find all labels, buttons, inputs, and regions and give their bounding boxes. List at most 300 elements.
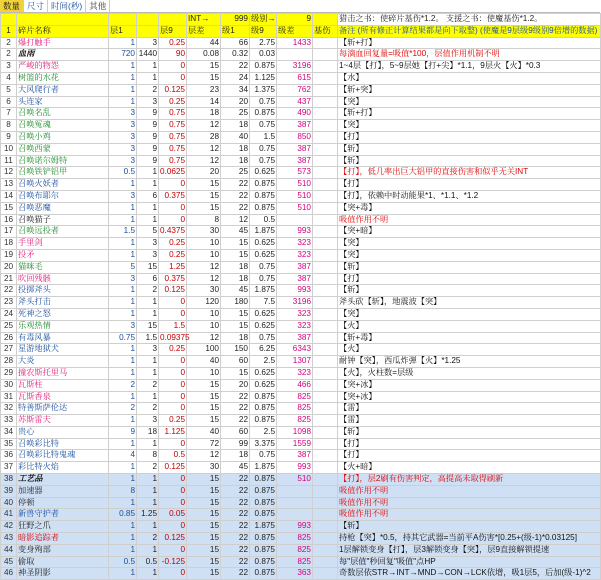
layer-diff-value[interactable]: 0 [159, 308, 187, 320]
table-row[interactable] [1, 120, 601, 132]
row-index[interactable]: 16 [1, 214, 17, 226]
level1-value[interactable]: 44 [187, 37, 221, 49]
level1-value[interactable]: 10 [187, 238, 221, 250]
blank-cell[interactable] [313, 403, 338, 415]
row-index[interactable]: 11 [1, 155, 17, 167]
layer1-value[interactable]: 3 [109, 143, 137, 155]
shard-name[interactable]: 狂野之爪 [17, 521, 109, 533]
level-diff-value[interactable]: 1.875 [250, 521, 277, 533]
note-text[interactable]: 【突+冰】 [338, 379, 601, 391]
blank-cell[interactable] [313, 367, 338, 379]
level9-value[interactable]: 15 [221, 249, 250, 261]
base-damage-value[interactable]: 850 [277, 131, 313, 143]
layer9-value[interactable]: 3 [137, 344, 159, 356]
table-row[interactable] [1, 367, 601, 379]
row-index[interactable]: 20 [1, 261, 17, 273]
base-damage-value[interactable]: 323 [277, 308, 313, 320]
layer1-value[interactable]: 1 [109, 61, 137, 73]
row-index[interactable]: 28 [1, 356, 17, 368]
level-diff-value[interactable]: 0.875 [250, 179, 277, 191]
layer9-value[interactable]: 9 [137, 131, 159, 143]
note-text[interactable]: 【火+暗】 [338, 462, 601, 474]
row-index[interactable]: 9 [1, 131, 17, 143]
level9-value[interactable]: 22 [221, 544, 250, 556]
table-row[interactable] [1, 379, 601, 391]
base-damage-value[interactable]: 387 [277, 332, 313, 344]
row-index[interactable]: 24 [1, 308, 17, 320]
level9-value[interactable]: 25 [221, 167, 250, 179]
blank-cell[interactable] [313, 238, 338, 250]
level1-value[interactable]: 15 [187, 556, 221, 568]
level1-value[interactable]: 28 [187, 131, 221, 143]
layer9-value[interactable]: 6 [137, 273, 159, 285]
table-row[interactable] [1, 84, 601, 96]
level1-value[interactable]: 12 [187, 155, 221, 167]
shard-name[interactable]: 有毒风暴 [17, 332, 109, 344]
row-index[interactable]: 29 [1, 367, 17, 379]
level1-value[interactable]: 15 [187, 509, 221, 521]
blank-cell[interactable] [313, 61, 338, 73]
blank-cell[interactable] [313, 438, 338, 450]
level9-value[interactable]: 60 [221, 356, 250, 368]
blank-cell[interactable] [313, 84, 338, 96]
layer-diff-value[interactable]: 0 [159, 403, 187, 415]
layer9-value[interactable]: 1 [137, 297, 159, 309]
base-damage-value[interactable] [277, 214, 313, 226]
table-row[interactable] [1, 61, 601, 73]
layer9-value[interactable]: 1 [137, 568, 159, 580]
layer9-value[interactable]: 1 [137, 391, 159, 403]
base-damage-value[interactable]: 993 [277, 462, 313, 474]
level9-value[interactable]: 18 [221, 450, 250, 462]
level9-value[interactable]: 22 [221, 61, 250, 73]
note-text[interactable]: 斧头砍【斩】，地震波【突】 [338, 297, 601, 309]
blank-cell[interactable] [313, 485, 338, 497]
level1-value[interactable]: 12 [187, 273, 221, 285]
row-index[interactable]: 33 [1, 415, 17, 427]
base-damage-value[interactable]: 510 [277, 202, 313, 214]
table-row[interactable] [1, 131, 601, 143]
table-row[interactable] [1, 521, 601, 533]
blank-cell[interactable] [313, 426, 338, 438]
level9-value[interactable]: 18 [221, 332, 250, 344]
layer9-value[interactable]: 1 [137, 72, 159, 84]
layer9-value[interactable]: 3 [137, 249, 159, 261]
blank-cell[interactable] [313, 261, 338, 273]
layer1-value[interactable]: 1 [109, 544, 137, 556]
blank-cell[interactable] [313, 273, 338, 285]
layer-diff-value[interactable]: 0.75 [159, 120, 187, 132]
shard-name[interactable]: 投矛 [17, 249, 109, 261]
row-index[interactable]: 26 [1, 332, 17, 344]
table-row[interactable] [1, 273, 601, 285]
level9-value[interactable]: 22 [221, 403, 250, 415]
base-damage-value[interactable]: 387 [277, 273, 313, 285]
layer9-value[interactable]: 1.25 [137, 509, 159, 521]
note-text[interactable]: 【斩+突】 [338, 84, 601, 96]
level1-value[interactable]: 23 [187, 84, 221, 96]
level9-value[interactable]: 22 [221, 485, 250, 497]
table-row[interactable] [1, 249, 601, 261]
shard-name[interactable]: 大风爬行者 [17, 84, 109, 96]
row-index[interactable]: 12 [1, 167, 17, 179]
layer1-value[interactable]: 1 [109, 521, 137, 533]
level-diff-value[interactable]: 0.875 [250, 403, 277, 415]
base-damage-value[interactable]: 387 [277, 155, 313, 167]
layer1-value[interactable]: 1 [109, 462, 137, 474]
layer1-value[interactable]: 9 [109, 426, 137, 438]
blank-cell[interactable] [313, 155, 338, 167]
layer9-value[interactable]: 1 [137, 61, 159, 73]
level1-value[interactable]: 18 [187, 108, 221, 120]
level1-value[interactable]: 10 [187, 249, 221, 261]
level1-value[interactable]: 12 [187, 120, 221, 132]
layer9-value[interactable]: 8 [137, 450, 159, 462]
shard-name[interactable]: 召唤彩比特鬼魂 [17, 450, 109, 462]
shard-name[interactable]: 特善斯萨伦达 [17, 403, 109, 415]
level-diff-value[interactable]: 0.75 [250, 332, 277, 344]
layer9-value[interactable]: 2 [137, 84, 159, 96]
layer1-value[interactable]: 1 [109, 344, 137, 356]
note-text[interactable]: 耐钟【突】，西瓜炸弹【火】*1.25 [338, 356, 601, 368]
level-diff-value[interactable]: 2.75 [250, 37, 277, 49]
layer-diff-value[interactable]: 0.09375 [159, 332, 187, 344]
level9-value[interactable]: 22 [221, 202, 250, 214]
shard-name[interactable]: 变身殉部 [17, 544, 109, 556]
shard-name[interactable]: 大炎 [17, 356, 109, 368]
table-row[interactable] [1, 308, 601, 320]
level-diff-value[interactable]: 0.875 [250, 61, 277, 73]
layer9-value[interactable]: 1 [137, 308, 159, 320]
row-index[interactable]: 36 [1, 450, 17, 462]
base-damage-value[interactable] [277, 497, 313, 509]
level9-value[interactable]: 15 [221, 308, 250, 320]
level-diff-value[interactable]: 0.875 [250, 568, 277, 580]
layer9-value[interactable]: 1 [137, 214, 159, 226]
row-index[interactable]: 40 [1, 497, 17, 509]
level9-value[interactable]: 40 [221, 131, 250, 143]
base-damage-value[interactable]: 825 [277, 415, 313, 427]
level-diff-value[interactable]: 0.75 [250, 143, 277, 155]
table-row[interactable] [1, 556, 601, 568]
level1-value[interactable]: 12 [187, 261, 221, 273]
level9-value[interactable]: 20 [221, 96, 250, 108]
row-index[interactable]: 3 [1, 61, 17, 73]
base-damage-value[interactable] [277, 49, 313, 61]
level9-value[interactable]: 12 [221, 214, 250, 226]
blank-cell[interactable] [313, 285, 338, 297]
tab-quantity[interactable]: 数量 [0, 0, 24, 12]
layer9-value[interactable]: 1 [137, 544, 159, 556]
shard-name[interactable]: 召唤铁铲铝甲 [17, 167, 109, 179]
row-index[interactable]: 21 [1, 273, 17, 285]
level-diff-value[interactable]: 0.875 [250, 391, 277, 403]
layer-diff-value[interactable]: 0 [159, 297, 187, 309]
note-text[interactable]: 【突+毒】 [338, 202, 601, 214]
level-diff-value[interactable]: 0.5 [250, 214, 277, 226]
table-row[interactable] [1, 320, 601, 332]
table-row[interactable] [1, 426, 601, 438]
blank-cell[interactable] [313, 332, 338, 344]
base-damage-value[interactable]: 323 [277, 249, 313, 261]
blank-cell[interactable] [313, 49, 338, 61]
layer9-value[interactable]: 1 [137, 367, 159, 379]
level1-value[interactable]: 14 [187, 96, 221, 108]
note-text[interactable]: 【斩+毒】 [338, 332, 601, 344]
layer-diff-value[interactable]: 0 [159, 61, 187, 73]
base-damage-value[interactable]: 3196 [277, 61, 313, 73]
layer1-value[interactable]: 1 [109, 415, 137, 427]
layer9-value[interactable]: 18 [137, 426, 159, 438]
layer9-value[interactable]: 1 [137, 356, 159, 368]
level9-value[interactable]: 22 [221, 568, 250, 580]
level-diff-value[interactable]: 2.5 [250, 426, 277, 438]
layer9-value[interactable]: 0.5 [137, 556, 159, 568]
shard-name[interactable]: 神圣阴影 [17, 568, 109, 580]
layer1-value[interactable]: 1.5 [109, 226, 137, 238]
base-damage-value[interactable]: 387 [277, 450, 313, 462]
blank-cell[interactable] [313, 308, 338, 320]
layer9-value[interactable]: 15 [137, 261, 159, 273]
note-text[interactable]: 【雷】 [338, 403, 601, 415]
level-diff-value[interactable]: 0.625 [250, 249, 277, 261]
base-damage-value[interactable]: 1433 [277, 37, 313, 49]
layer-diff-value[interactable]: 0.25 [159, 96, 187, 108]
blank-cell[interactable] [313, 249, 338, 261]
layer9-value[interactable]: 2 [137, 462, 159, 474]
shard-name[interactable]: 加速器 [17, 485, 109, 497]
layer-diff-value[interactable]: 0 [159, 356, 187, 368]
layer1-value[interactable]: 1 [109, 84, 137, 96]
shard-name[interactable]: 树篮的水花 [17, 72, 109, 84]
layer9-value[interactable]: 15 [137, 320, 159, 332]
base-damage-value[interactable]: 573 [277, 167, 313, 179]
level9-value[interactable]: 150 [221, 344, 250, 356]
level9-value[interactable]: 0.32 [221, 49, 250, 61]
shard-name[interactable]: 吹回残骸 [17, 273, 109, 285]
shard-name[interactable]: 召唤诺尔姆特 [17, 155, 109, 167]
blank-cell[interactable] [313, 379, 338, 391]
layer1-value[interactable]: 1 [109, 391, 137, 403]
layer-diff-value[interactable]: 0.25 [159, 415, 187, 427]
note-text[interactable]: 【突+暗】 [338, 226, 601, 238]
row-index[interactable]: 46 [1, 568, 17, 580]
blank-cell[interactable] [313, 202, 338, 214]
base-damage-value[interactable]: 6343 [277, 344, 313, 356]
note-text[interactable]: 【火】 [338, 320, 601, 332]
level1-value[interactable]: 15 [187, 521, 221, 533]
layer-diff-value[interactable]: 0 [159, 474, 187, 486]
base-damage-value[interactable]: 363 [277, 568, 313, 580]
level1-value[interactable]: 30 [187, 226, 221, 238]
row-index[interactable]: 41 [1, 509, 17, 521]
layer1-value[interactable]: 0.75 [109, 332, 137, 344]
shard-name[interactable]: 召唤小鸡 [17, 131, 109, 143]
level-diff-value[interactable]: 0.75 [250, 450, 277, 462]
level9-value[interactable]: 45 [221, 285, 250, 297]
level9-value[interactable]: 22 [221, 521, 250, 533]
level9-value[interactable]: 15 [221, 367, 250, 379]
note-text[interactable]: 【打】，低几率出巨大铝甲的直接伤害和似乎无关INT [338, 167, 601, 179]
blank-cell[interactable] [313, 214, 338, 226]
layer-diff-value[interactable]: 0.125 [159, 462, 187, 474]
level9-value[interactable]: 22 [221, 415, 250, 427]
shard-name[interactable]: 召唤冤魂 [17, 120, 109, 132]
table-row[interactable] [1, 261, 601, 273]
note-text[interactable]: 【斩】 [338, 285, 601, 297]
layer9-value[interactable]: 6 [137, 190, 159, 202]
note-text[interactable]: 【水】 [338, 72, 601, 84]
table-row[interactable] [1, 391, 601, 403]
table-row[interactable] [1, 167, 601, 179]
layer-diff-value[interactable]: 0 [159, 179, 187, 191]
base-damage-value[interactable]: 510 [277, 474, 313, 486]
table-row[interactable] [1, 49, 601, 61]
layer-diff-value[interactable]: 0.75 [159, 143, 187, 155]
note-text[interactable]: 【突+冰】 [338, 391, 601, 403]
table-row[interactable] [1, 190, 601, 202]
level1-value[interactable]: 72 [187, 438, 221, 450]
note-text[interactable]: 【斩】 [338, 155, 601, 167]
tab-other[interactable]: 其他 [86, 0, 110, 12]
level9-value[interactable]: 22 [221, 556, 250, 568]
note-text[interactable]: 【火】，火柱数=层级 [338, 367, 601, 379]
level-diff-value[interactable]: 1.875 [250, 285, 277, 297]
layer1-value[interactable]: 1 [109, 285, 137, 297]
blank-cell[interactable] [313, 108, 338, 120]
layer9-value[interactable]: 9 [137, 120, 159, 132]
shard-name[interactable]: 瓦斯香泉 [17, 391, 109, 403]
shard-name[interactable]: 手里剑 [17, 238, 109, 250]
level9-value[interactable]: 22 [221, 533, 250, 545]
base-damage-value[interactable]: 387 [277, 261, 313, 273]
layer-diff-value[interactable]: 0 [159, 379, 187, 391]
shard-name[interactable]: 瓦斯柱 [17, 379, 109, 391]
layer9-value[interactable]: 1 [137, 497, 159, 509]
level9-value[interactable]: 22 [221, 474, 250, 486]
layer-diff-value[interactable]: 0.125 [159, 84, 187, 96]
layer9-value[interactable]: 1 [137, 521, 159, 533]
note-text[interactable]: 【突】 [338, 96, 601, 108]
shard-name[interactable]: 召唤恶魔 [17, 202, 109, 214]
note-text[interactable]: 【雷】 [338, 415, 601, 427]
level9-value[interactable]: 99 [221, 438, 250, 450]
blank-cell[interactable] [313, 320, 338, 332]
note-text[interactable]: 【打】，依赖中时动能果*1、*1.1、*1.2 [338, 190, 601, 202]
level-diff-value[interactable]: 0.75 [250, 261, 277, 273]
table-row[interactable] [1, 485, 601, 497]
level-diff-value[interactable]: 6.25 [250, 344, 277, 356]
note-text[interactable]: 【打】 [338, 450, 601, 462]
level-diff-value[interactable]: 3.375 [250, 438, 277, 450]
layer1-value[interactable]: 4 [109, 450, 137, 462]
level-diff-value[interactable]: 1.375 [250, 84, 277, 96]
layer1-value[interactable]: 1 [109, 356, 137, 368]
layer-diff-value[interactable]: 0 [159, 544, 187, 556]
level1-value[interactable]: 15 [187, 403, 221, 415]
layer9-value[interactable]: 9 [137, 143, 159, 155]
base-damage-value[interactable]: 490 [277, 108, 313, 120]
row-index[interactable]: 27 [1, 344, 17, 356]
layer1-value[interactable]: 3 [109, 273, 137, 285]
table-row[interactable] [1, 72, 601, 84]
level9-value[interactable]: 66 [221, 37, 250, 49]
note-text[interactable]: 【突】 [338, 120, 601, 132]
level9-value[interactable]: 45 [221, 226, 250, 238]
shard-name[interactable]: 死神之怒 [17, 308, 109, 320]
row-index[interactable]: 32 [1, 403, 17, 415]
level1-value[interactable]: 15 [187, 190, 221, 202]
blank-cell[interactable] [313, 143, 338, 155]
layer-diff-value[interactable]: 0 [159, 72, 187, 84]
table-row[interactable] [1, 179, 601, 191]
layer9-value[interactable]: 1 [137, 485, 159, 497]
layer1-value[interactable]: 1 [109, 568, 137, 580]
row-index[interactable]: 45 [1, 556, 17, 568]
layer-diff-value[interactable]: 0.125 [159, 285, 187, 297]
layer-diff-value[interactable]: 1.125 [159, 426, 187, 438]
blank-cell[interactable] [313, 568, 338, 580]
note-text[interactable]: 【斩】 [338, 521, 601, 533]
table-row[interactable] [1, 533, 601, 545]
note-text[interactable]: 【突】 [338, 308, 601, 320]
note-text[interactable]: 【火】 [338, 344, 601, 356]
layer-diff-value[interactable]: 0.375 [159, 190, 187, 202]
layer1-value[interactable]: 1 [109, 238, 137, 250]
level9-value[interactable]: 24 [221, 72, 250, 84]
level1-value[interactable]: 40 [187, 426, 221, 438]
row-index[interactable]: 43 [1, 533, 17, 545]
shard-name[interactable]: 撞农斯托里马 [17, 367, 109, 379]
row-index[interactable]: 17 [1, 226, 17, 238]
shard-name[interactable]: 偷取 [17, 556, 109, 568]
level1-value[interactable]: 15 [187, 485, 221, 497]
layer-diff-value[interactable]: 1.25 [159, 261, 187, 273]
layer9-value[interactable]: 9 [137, 155, 159, 167]
level-diff-value[interactable]: 0.625 [250, 238, 277, 250]
layer1-value[interactable]: 1 [109, 474, 137, 486]
layer9-value[interactable]: 2 [137, 379, 159, 391]
layer-diff-value[interactable]: 0 [159, 521, 187, 533]
table-row[interactable] [1, 474, 601, 486]
shard-name[interactable]: 召唤火妖者 [17, 179, 109, 191]
table-row[interactable] [1, 403, 601, 415]
note-text[interactable]: 【打】，层2刷有伤害判定，高提高未取得刷新 [338, 474, 601, 486]
blank-cell[interactable] [313, 462, 338, 474]
note-text[interactable]: 【打】 [338, 131, 601, 143]
layer-diff-value[interactable]: 0.375 [159, 273, 187, 285]
layer-diff-value[interactable]: 0.75 [159, 155, 187, 167]
row-index[interactable]: 6 [1, 96, 17, 108]
layer-diff-value[interactable]: 0.75 [159, 108, 187, 120]
shard-name[interactable]: 猫咪毛 [17, 261, 109, 273]
shard-name[interactable]: 新兽守护者 [17, 509, 109, 521]
layer-diff-value[interactable]: 0 [159, 367, 187, 379]
layer1-value[interactable]: 1 [109, 297, 137, 309]
level9-value[interactable]: 20 [221, 379, 250, 391]
base-damage-value[interactable]: 825 [277, 544, 313, 556]
row-index[interactable]: 13 [1, 179, 17, 191]
level-diff-value[interactable]: 0.875 [250, 533, 277, 545]
level-diff-value[interactable]: 1.875 [250, 226, 277, 238]
layer9-value[interactable]: 2 [137, 533, 159, 545]
level1-value[interactable]: 10 [187, 320, 221, 332]
layer-diff-value[interactable]: 0 [159, 485, 187, 497]
table-row[interactable] [1, 202, 601, 214]
note-text[interactable]: 【斩】 [338, 143, 601, 155]
base-damage-value[interactable]: 993 [277, 285, 313, 297]
level-diff-value[interactable]: 0.875 [250, 202, 277, 214]
